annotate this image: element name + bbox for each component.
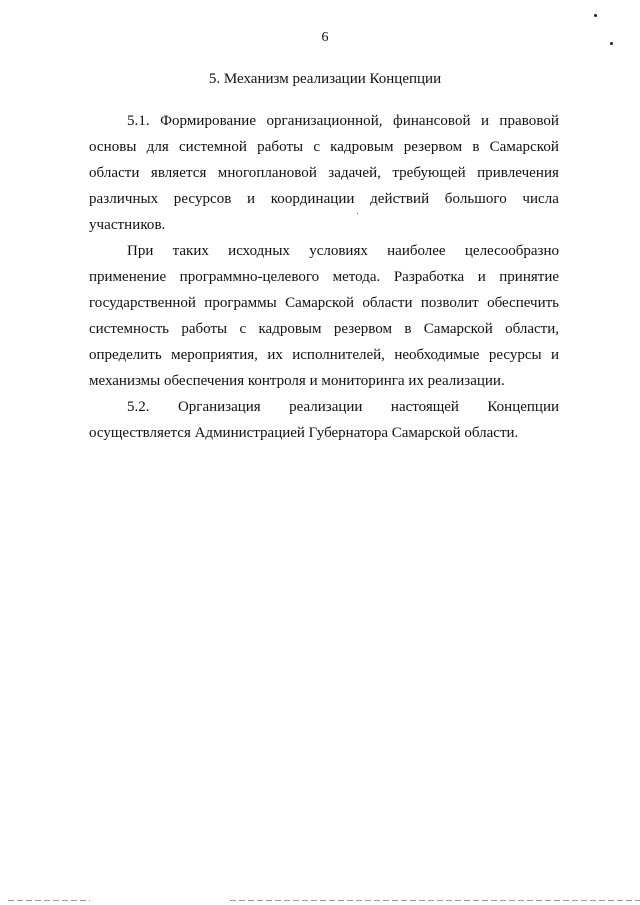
scan-speck: [594, 14, 597, 17]
scan-edge-line: [8, 900, 90, 901]
scan-speck: [610, 42, 613, 45]
scan-edge-line: [230, 900, 640, 901]
paragraph-5-2: 5.2. Организация реализации настоящей Концепции осуществляется Администрацией Губернатора Самарской области.: [89, 399, 559, 441]
section-heading: 5. Механизм реализации Концепции: [208, 71, 442, 87]
paragraph-program-method: При таких исходных условиях наиболее целесообразно применение программно-целевого метода. Разработка и принятие государственной программы Самарской области позволит обеспечить системность работы с кадровым резервом в Самарской области, определить мероприятия, их исполнителей, необходимые ресурсы и механизмы обеспечения контроля и мониторинга их реализации.: [89, 243, 559, 389]
paragraph-5-1: 5.1. Формирование организационной, финансовой и правовой основы для системной работы с кадровым резервом в Самарской области является многоплановой задачей, требующей привлечения различных ресурсов и координации действий большого числа участников.: [89, 113, 559, 233]
document-body: [89, 108, 559, 446]
scan-speck: [357, 213, 358, 214]
page-number: 6: [321, 30, 329, 45]
